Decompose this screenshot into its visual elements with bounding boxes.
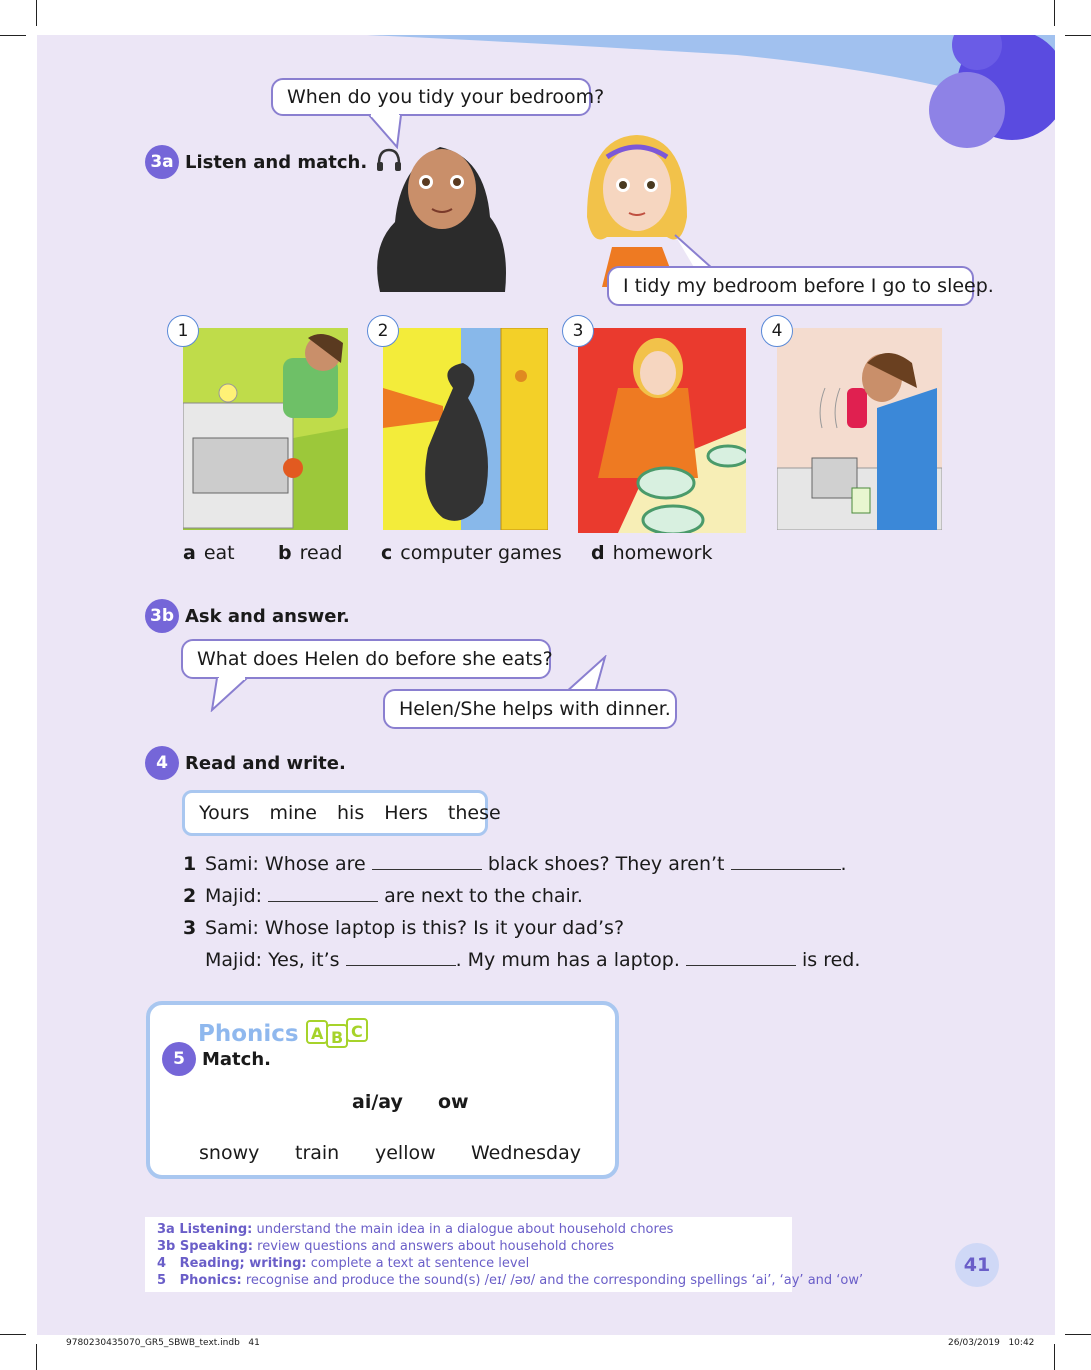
objective-5 [157,1273,863,1288]
ex3b-question-bubble [181,639,551,679]
print-file-info: 9780230435070_GR5_SBWB_text.indb 41 [66,1338,260,1348]
option-c [381,542,562,564]
option-letter: c [381,542,393,564]
dishwasher-illustration [183,328,348,530]
ex3b-question-text: What does Helen do before she eats? [197,648,553,670]
sentence-text: Majid: [205,885,263,907]
sentence-3 [183,917,624,939]
objective-text: complete a text at sentence level [310,1256,530,1271]
objective-label: 3b Speaking: [157,1239,253,1254]
objective-label: 5 Phonics: [157,1273,242,1288]
word-box-item: his [337,802,365,824]
word-box-item: these [447,802,501,824]
answer-blank[interactable] [268,900,378,902]
word-box-item: Hers [384,802,428,824]
abc-blocks-icon [305,1015,371,1053]
workbook-page [37,35,1055,1335]
ex3a-title: Listen and match. [185,151,368,173]
picture-number: 4 [761,315,793,347]
word-train: train [295,1142,340,1164]
option-a [183,542,235,564]
ex3b-answer-text: Helen/She helps with dinner. [399,698,671,720]
print-datetime: 26/03/2019 10:42 [948,1338,1035,1348]
crop-mark [1065,35,1091,36]
ex4-heading [145,746,346,780]
option-text: homework [612,542,713,564]
ex4-number: 4 [145,746,179,780]
sentence-text: are next to the chair. [384,885,583,907]
plates-illustration [578,328,746,533]
sentence-text: Sami: Whose are [205,853,366,875]
picture-number: 1 [167,315,199,347]
phonics-label: Phonics [198,1021,299,1047]
objective-3b [157,1239,614,1254]
crop-mark [36,1344,37,1370]
answer-bubble [607,266,994,306]
cooking-illustration [777,328,942,530]
ex3b-heading [145,599,350,633]
sound-ai-ay: ai/ay [352,1091,403,1113]
sentence-number: 2 [183,885,197,907]
ex3a-number: 3a [145,145,179,179]
option-letter: b [278,542,292,564]
ex4-title: Read and write. [185,752,346,774]
word-snowy: snowy [199,1142,260,1164]
objective-text: review questions and answers about household chores [257,1239,614,1254]
sentence-number: 3 [183,917,197,939]
crop-mark [1054,0,1055,26]
picture-number: 3 [562,315,594,347]
sentence-text: black shoes? They aren’t [487,853,725,875]
option-text: read [299,542,343,564]
ex3b-number: 3b [145,599,179,633]
sound-ow: ow [438,1091,469,1113]
ex3b-answer-bubble [383,689,677,729]
word-box-item: Yours [199,802,250,824]
crop-mark [0,35,26,36]
ex3b-title: Ask and answer. [185,605,350,627]
question-bubble [271,78,605,116]
answer-blank[interactable] [686,964,796,966]
page-number [955,1243,999,1287]
objective-text: recognise and produce the sound(s) /eɪ/ /əʊ/ and the corresponding spellings ‘ai’, ‘ay’ and ‘ow’ [245,1273,864,1288]
crop-mark [0,1334,26,1335]
phonics-box [146,1001,619,1179]
option-d [591,542,712,564]
sentence-2 [183,885,583,907]
picture-2 [383,328,548,530]
question-text: When do you tidy your bedroom? [287,86,605,108]
option-text: eat [203,542,235,564]
bin-bag-illustration [383,328,548,530]
headphones-icon [375,146,403,179]
option-b [278,542,342,564]
sentence-text: . [840,853,847,875]
sentence-number: 1 [183,853,197,875]
ex5-title: Match. [202,1048,271,1070]
objective-label: 4 Reading; writing: [157,1256,307,1271]
crop-mark [36,0,37,26]
sentence-text: Sami: Whose laptop is this? Is it your dad’s? [205,917,625,939]
objective-label: 3a Listening: [157,1222,253,1237]
answer-blank[interactable] [372,868,482,870]
svg-text:C: C [350,1022,363,1041]
sentence-text: is red. [801,949,861,971]
ex5-heading [162,1042,271,1076]
sentence-text: . My mum has a laptop. [455,949,680,971]
word-box [182,790,501,836]
svg-text:B: B [330,1028,343,1047]
objective-3a [157,1222,673,1237]
ex5-number: 5 [162,1042,196,1076]
word-box-item: mine [269,802,317,824]
sentence-3-line-2 [205,949,860,971]
ex3a-heading [145,145,403,179]
objective-4 [157,1256,529,1271]
answer-blank[interactable] [731,868,841,870]
page-number-text: 41 [963,1254,991,1276]
picture-1 [183,328,348,530]
sentence-text: Majid: Yes, it’s [205,949,340,971]
word-yellow: yellow [375,1142,436,1164]
picture-number: 2 [367,315,399,347]
picture-4 [777,328,942,530]
crop-mark [1065,1334,1091,1335]
sentence-1 [183,853,847,875]
objective-text: understand the main idea in a dialogue about household chores [256,1222,674,1237]
crop-mark [1054,1344,1055,1370]
option-letter: a [183,542,196,564]
option-text: computer games [400,542,562,564]
bubble-tail [207,676,257,712]
picture-3 [578,328,746,533]
answer-text: I tidy my bedroom before I go to sleep. [623,275,994,297]
answer-blank[interactable] [346,964,456,966]
word-wednesday: Wednesday [471,1142,582,1164]
option-letter: d [591,542,605,564]
svg-text:A: A [310,1024,324,1043]
